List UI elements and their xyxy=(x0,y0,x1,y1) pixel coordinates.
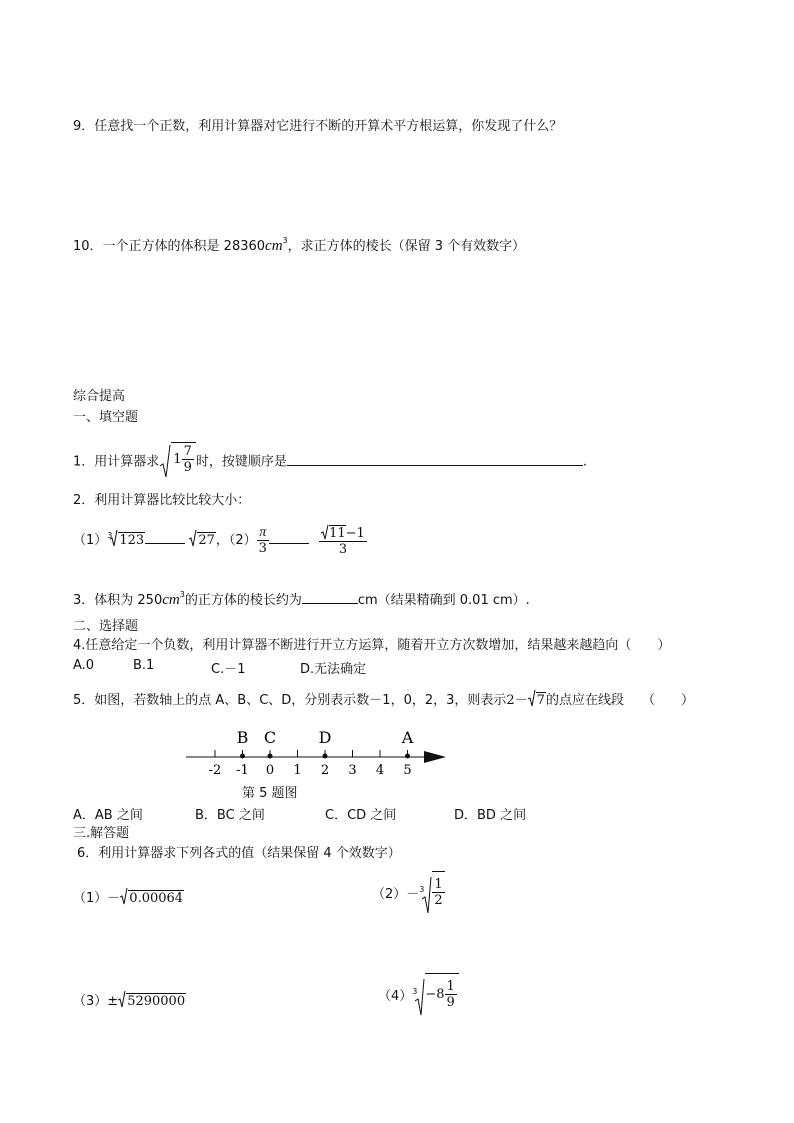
q5-pre: 5．如图，若数轴上的点 A、B、C、D，分别表示数－1，0，2，3，则表示 xyxy=(73,693,507,708)
number-line-point xyxy=(405,754,410,759)
q2-r2: 27 xyxy=(198,533,215,548)
radical-sign-icon xyxy=(321,524,329,540)
number-line-tick-label: 2 xyxy=(320,763,330,778)
number-line-points xyxy=(237,728,414,759)
number-line-tick-label: 4 xyxy=(375,763,385,778)
number-line-tick-label: 3 xyxy=(348,763,357,778)
figure-caption: 第 5 题图 xyxy=(242,786,298,801)
q4-option-c[interactable]: C.－1 xyxy=(211,662,246,677)
q6-i2-sign: － xyxy=(406,887,420,902)
q2-cube-index: 3 xyxy=(107,531,113,540)
number-line-point-label: B xyxy=(236,728,249,747)
q6-item-2 xyxy=(372,874,445,917)
q2-blank-1[interactable] xyxy=(145,543,185,544)
q3-post: cm（结果精确到 0.01 cm）. xyxy=(357,593,530,608)
choice-heading: 二、选择题 xyxy=(73,619,139,634)
q6-i4-pre: −8 xyxy=(425,987,445,1002)
question-3 xyxy=(73,586,530,610)
q2-pi-den: 3 xyxy=(258,541,267,556)
q6-i2-num: 1 xyxy=(434,877,443,892)
solve-heading: 三.解答题 xyxy=(73,826,130,841)
q10-text-post: ，求正方体的棱长（保留 3 个有效数字） xyxy=(287,239,526,254)
number-line-point-label: A xyxy=(401,728,414,747)
q5-post: 的点应在线段 xyxy=(545,693,624,708)
q10-unit: cm xyxy=(265,238,283,254)
q2-frac-tail: −1 xyxy=(345,526,365,541)
number-line-point xyxy=(268,754,273,759)
question-2-items xyxy=(73,524,367,564)
q5-option-b[interactable]: B．BC 之间 xyxy=(195,808,265,823)
q6-i3-root: 5290000 xyxy=(127,994,186,1009)
question-6: 6．利用计算器求下列各式的值（结果保留 4 个效数字） xyxy=(77,846,401,861)
q6-item-1 xyxy=(73,887,184,906)
radical-sign-icon xyxy=(118,990,126,1008)
q5-option-a[interactable]: A．AB 之间 xyxy=(73,808,143,823)
q6-i1-label: （1） xyxy=(73,891,108,906)
number-line-ticks xyxy=(209,750,412,778)
q2-p1: （1） xyxy=(73,533,108,548)
q1-sqrt xyxy=(159,444,196,480)
q1-answer-blank[interactable] xyxy=(287,465,583,466)
q1-den: 9 xyxy=(183,459,192,475)
number-line-tick-label: -2 xyxy=(208,763,222,778)
fill-heading: 一、填空题 xyxy=(73,410,139,425)
q4-option-d[interactable]: D.无法确定 xyxy=(300,662,367,677)
q5-paren: （ ） xyxy=(641,693,694,708)
q1-post: 时，按键顺序是 xyxy=(195,454,287,470)
q6-i3-label: （3） xyxy=(73,994,108,1009)
q3-pre: 3．体积为 250 xyxy=(73,593,163,608)
question-4: 4.任意给定一个负数，利用计算器不断进行开立方运算，随着开立方次数增加，结果越来越趋向（ ） xyxy=(73,638,671,653)
q6-i1-sqrt xyxy=(120,887,184,906)
q5-option-c[interactable]: C．CD 之间 xyxy=(325,808,397,823)
q4-option-a[interactable]: A.0 xyxy=(73,658,95,673)
radical-sign-icon xyxy=(415,977,425,1017)
q3-answer-blank[interactable] xyxy=(302,603,358,604)
number-line-tick-label: 5 xyxy=(403,763,412,778)
q2-frac-num xyxy=(319,524,367,542)
q2-pi-fraction xyxy=(257,525,269,556)
q4-option-b[interactable]: B.1 xyxy=(133,658,155,673)
q6-i4-label: （4） xyxy=(378,989,413,1004)
q2-frac-den: 3 xyxy=(338,542,348,557)
question-1 xyxy=(73,444,587,480)
q5-expr: 2－ xyxy=(506,693,528,708)
question-5 xyxy=(73,689,694,710)
q6-i3-sign: ± xyxy=(107,994,119,1009)
q2-sqrt xyxy=(189,524,216,558)
q1-num: 7 xyxy=(183,443,192,459)
section-title: 综合提高 xyxy=(73,389,126,404)
q2-frac-root: 11 xyxy=(329,526,346,541)
q10-exp: 3 xyxy=(282,236,288,245)
number-line-point-label: D xyxy=(318,728,332,747)
q6-i1-root: 0.00064 xyxy=(129,891,184,906)
q6-i2-label: （2） xyxy=(372,887,407,902)
number-line-point xyxy=(240,754,245,759)
q10-text-pre: 10．一个正方体的体积是 28360 xyxy=(73,239,266,254)
q2-blank-2[interactable] xyxy=(269,543,309,544)
q6-i3-sqrt xyxy=(118,990,186,1009)
number-line-point xyxy=(323,754,328,759)
question-2: 2．利用计算器比较比较大小： xyxy=(73,493,251,508)
q6-i4-fraction xyxy=(445,979,457,1010)
number-line-tick-label: -1 xyxy=(236,763,249,778)
q2-r1: 123 xyxy=(119,533,145,548)
q2-cbrt xyxy=(110,524,145,558)
radical-sign-icon xyxy=(422,875,432,915)
q6-i2-index: 3 xyxy=(419,885,425,894)
number-line-tick-label: 1 xyxy=(293,763,302,778)
q6-item-4 xyxy=(378,976,459,1019)
q5-option-d[interactable]: D．BD 之间 xyxy=(454,808,527,823)
q5-sqrt xyxy=(528,689,546,710)
number-line-figure xyxy=(180,720,460,782)
radical-sign-icon xyxy=(528,689,536,707)
q1-whole: 1 xyxy=(173,451,182,467)
q6-i4-index: 3 xyxy=(412,987,418,996)
q5-root: 7 xyxy=(536,693,545,708)
q1-fraction xyxy=(182,444,194,475)
q6-i1-sign: － xyxy=(107,891,121,906)
q1-end: . xyxy=(582,454,587,470)
number-line-tick-label: 0 xyxy=(265,763,275,778)
arrow-right-icon xyxy=(424,751,446,763)
question-9: 9．任意找一个正数，利用计算器对它进行不断的开算术平方根运算，你发现了什么？ xyxy=(73,119,563,134)
q6-i4-den: 9 xyxy=(446,995,455,1010)
number-line-point-label: C xyxy=(263,728,277,747)
question-10 xyxy=(73,232,525,256)
q6-i4-num: 1 xyxy=(446,979,455,994)
q2-sep: ，（2） xyxy=(215,533,257,548)
q3-unit: cm xyxy=(162,592,180,608)
q6-i2-fraction xyxy=(432,877,444,908)
radical-sign-icon xyxy=(159,444,171,480)
q6-i2-den: 2 xyxy=(434,893,443,908)
q3-exp: 3 xyxy=(179,590,185,599)
q1-pre: 1．用计算器求 xyxy=(73,454,160,470)
q2-pi: π xyxy=(257,525,269,541)
q2-root-fraction xyxy=(319,524,367,557)
q6-item-3 xyxy=(73,990,186,1009)
q3-mid: 的正方体的棱长约为 xyxy=(184,593,302,608)
